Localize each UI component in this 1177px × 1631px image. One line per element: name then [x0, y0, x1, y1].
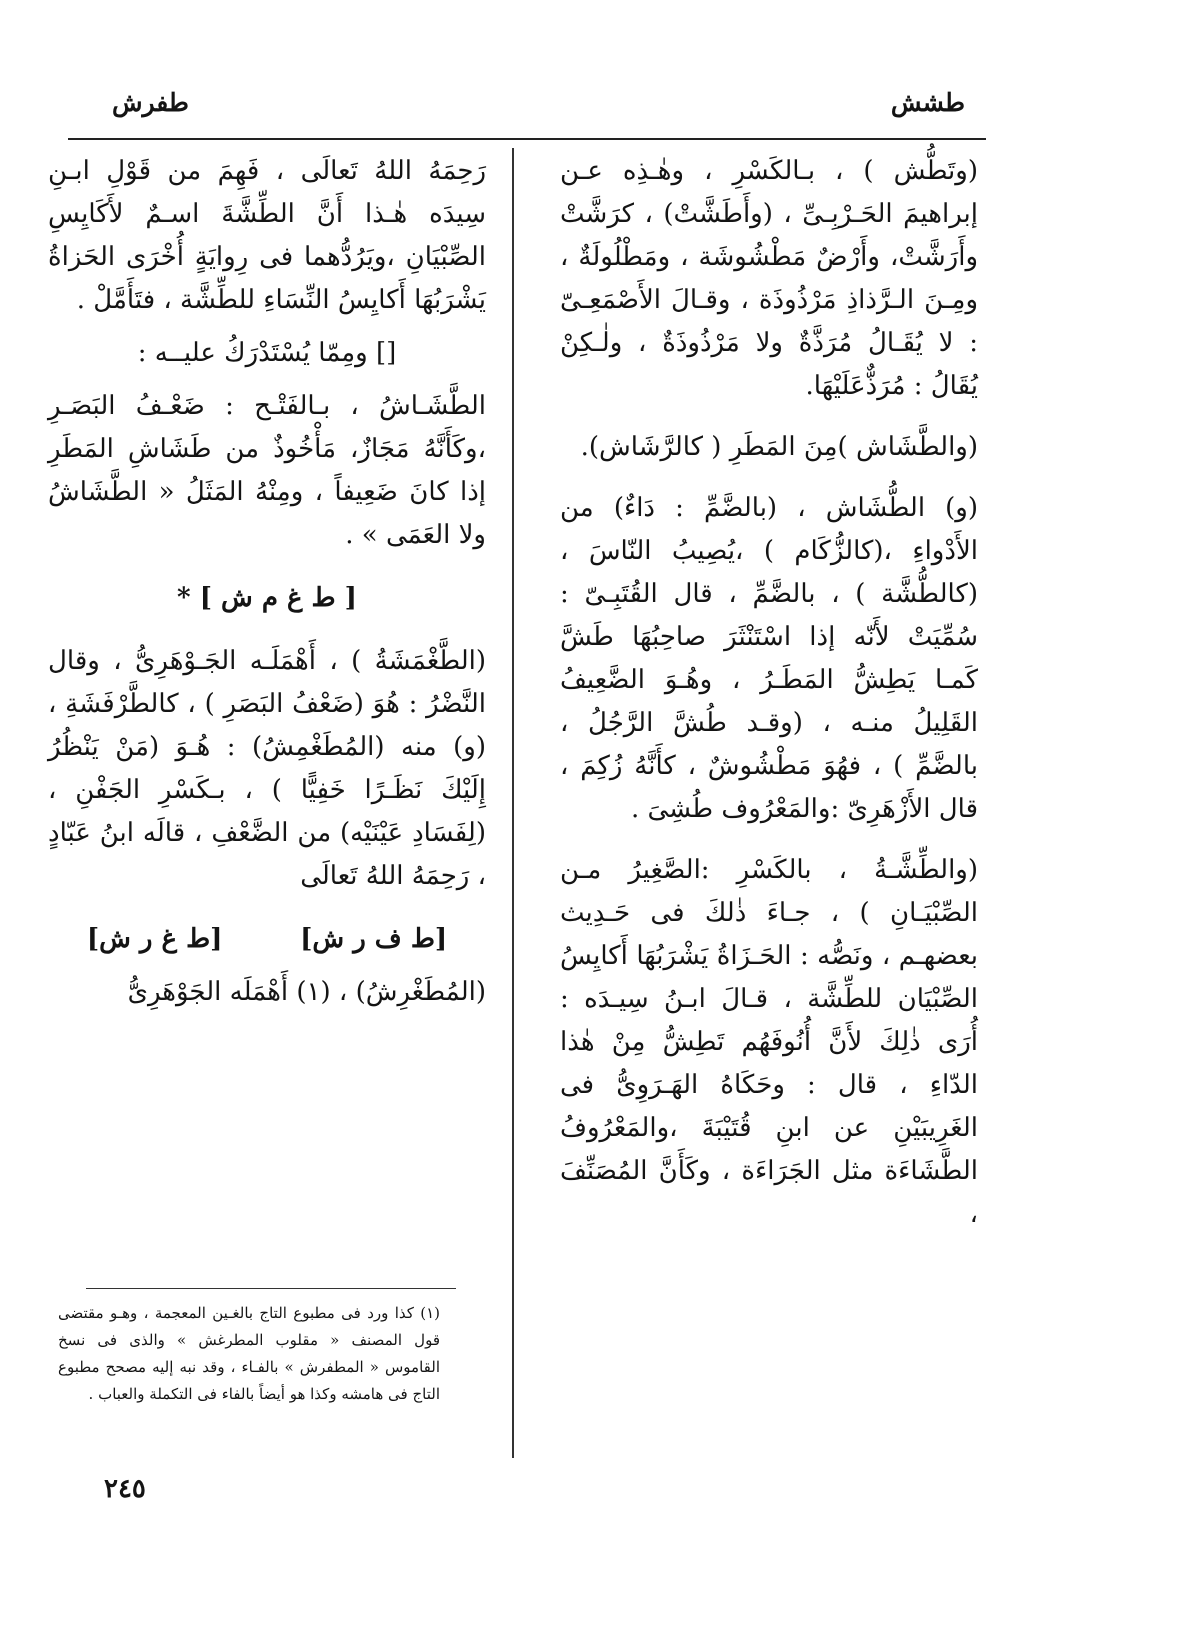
- root-heading-right: [ط ف ر ش]: [300, 924, 448, 954]
- footnote: [58, 1300, 440, 1408]
- running-header-left: طفرش: [112, 88, 189, 117]
- entry-paragraph: (المُطَغْرِشُ) ، (١) أَهْمَلَه الجَوْهَرِىُّ: [127, 977, 486, 1007]
- addendum-label: [] ومِمّا يُسْتَدْرَكُ عليــه :: [137, 338, 397, 368]
- root-heading: [ ط غ م ش ] *: [177, 583, 357, 613]
- entry-paragraph: (والطِّشَّـةُ ، بالكَسْرِ :الصَّغِيرُ مـن الصِّبْيَـانِ ) ، جـاءَ ذٰلكَ فى حَـدِيث بعضهـم ، ونَصُّه : الحَـزَاةُ يَشْرَبُهَا أَكايِسُ الصِّبْيَان للطِّشَّة ، قـالَ ابـنُ سِيـدَه : أُرَى ذٰلِكَ لأَنَّ أُنُوفَهُم تَطِشُّ مِنْ هٰذا الدّاءِ ، قال : وحَكَاهُ الهَـرَوِىُّ فى الغَرِيبَيْنِ عن ابنِ قُتَيْبَةَ ،والمَعْرُوفُ الطَّشَاءَة مثل الجَرَاءَة ، وكَأَنَّ المُصَنِّفَ ،: [560, 855, 978, 1229]
- right-column: [560, 150, 978, 1246]
- footnote-text: (١) كذا ورد فى مطبوع التاج بالغـين المعجمة ، وهـو مقتضى قول المصنف « مقلوب المطرغش » والذى فى نسخ القاموس « المطفرش » بالفـاء ، وقد نبه إليه مصحح مطبوع التاج فى هامشه وكذا هو أيضاً بالفاء فى التكملة والعباب .: [58, 1304, 440, 1403]
- entry-paragraph: (وتَطُّش ) ، بـالكَسْرِ ، وهٰـذِه عـن إبراهيمَ الحَـرْبِـىِّ ، (وأَطَشَّتْ) ، كرَشَّتْ وأَرَشَّتْ، وأَرْضٌ مَطْشُوشَة ، ومَطْلُولَةٌ ، ومِـنَ الـرَّذاذِ مَرْذُوذَة ، وقـالَ الأَصْمَعِـىّ : لا يُقَـالُ مُرَذَّةٌ ولا مَرْذُوذَةٌ ، ولٰـكِنْ يُقَالُ : مُرَذٌّعَلَيْهَا.: [560, 156, 978, 401]
- page-number: ٢٤٥: [104, 1474, 146, 1504]
- footnote-rule: [86, 1288, 456, 1289]
- column-divider: [512, 148, 514, 1458]
- root-heading-left: [ط غ ر ش]: [86, 924, 223, 954]
- entry-paragraph: رَحِمَهُ اللهُ تَعالَى ، فَهِمَ من قَوْلِ ابـنِ سِيدَه هٰـذا أَنَّ الطِّشَّةَ اسـمٌ لأَكَايِسِ الصِّبْيَانِ ،ويَرُدُّهما فى رِوايَةٍ أُخْرَى الحَزاةُ يَشْرَبُهَا أَكايِسُ النِّسَاءِ للطِّشَّة ، فتَأَمَّلْ .: [48, 156, 486, 315]
- left-column: [48, 150, 486, 1024]
- header-rule: [68, 138, 986, 140]
- root-subheadings: [48, 918, 486, 961]
- running-header-right: طشش: [890, 88, 965, 117]
- entry-paragraph: (والطَّشَاش )مِنَ المَطَرِ ( كالرَّشَاش).: [580, 432, 978, 462]
- entry-paragraph: (الطَّغْمَشَةُ ) ، أَهْمَلَـه الجَـوْهَرِىُّ ، وقال النَّضْرُ : هُوَ (ضَعْفُ البَصَرِ ) ، كالطَّرْفَشَةِ ، (و) منه (المُطَغْمِشُ) : هُـوَ (مَنْ يَنْظُرُ إِلَيْكَ نَظَـرًا خَفِيًّا ) ، بـكَسْرِ الجَفْنِ ، (لِفَسَادِ عَيْنَيْه) من الضَّعْفِ ، قالَه ابنُ عَبّادٍ ، رَحِمَهُ اللهُ تَعالَى: [48, 646, 486, 891]
- entry-paragraph: (و) الطُّشَاش ، (بالضَّمِّ : دَاءٌ) من الأَدْواءِ ،(كالزُّكَام ) ،يُصِيبُ النّاسَ ، (كالطُّشَّة ) ، بالضَّمِّ ، قال القُتَبِـىّ : سُمِّيَتْ لأَنّه إذا اسْتَنْثَرَ صاحِبُهَا طَشَّ كَمـا يَطِشُّ المَطَـرُ ، وهُـوَ الضَّعِيفُ القَلِيلُ منـه ، (وقـد طُشَّ الرَّجُلُ ، بالضَّمِّ ) ، فهُوَ مَطْشُوشٌ ، كأَنَّهُ زُكِمَ ، قال الأَزْهَرِىّ :والمَعْرُوف طُشِىَ .: [560, 493, 978, 824]
- entry-paragraph: الطَّشَـاشُ ، بـالفَتْـح : ضَعْـفُ البَصَـرِ ،وكَأَنَّهُ مَجَازٌ، مَأْخُوذٌ من طَشَاشِ المَطَرِ إذا كانَ ضَعِيفاً ، ومِنْهُ المَثَلُ « الطَّشَاشُ ولا العَمَى » .: [48, 391, 486, 550]
